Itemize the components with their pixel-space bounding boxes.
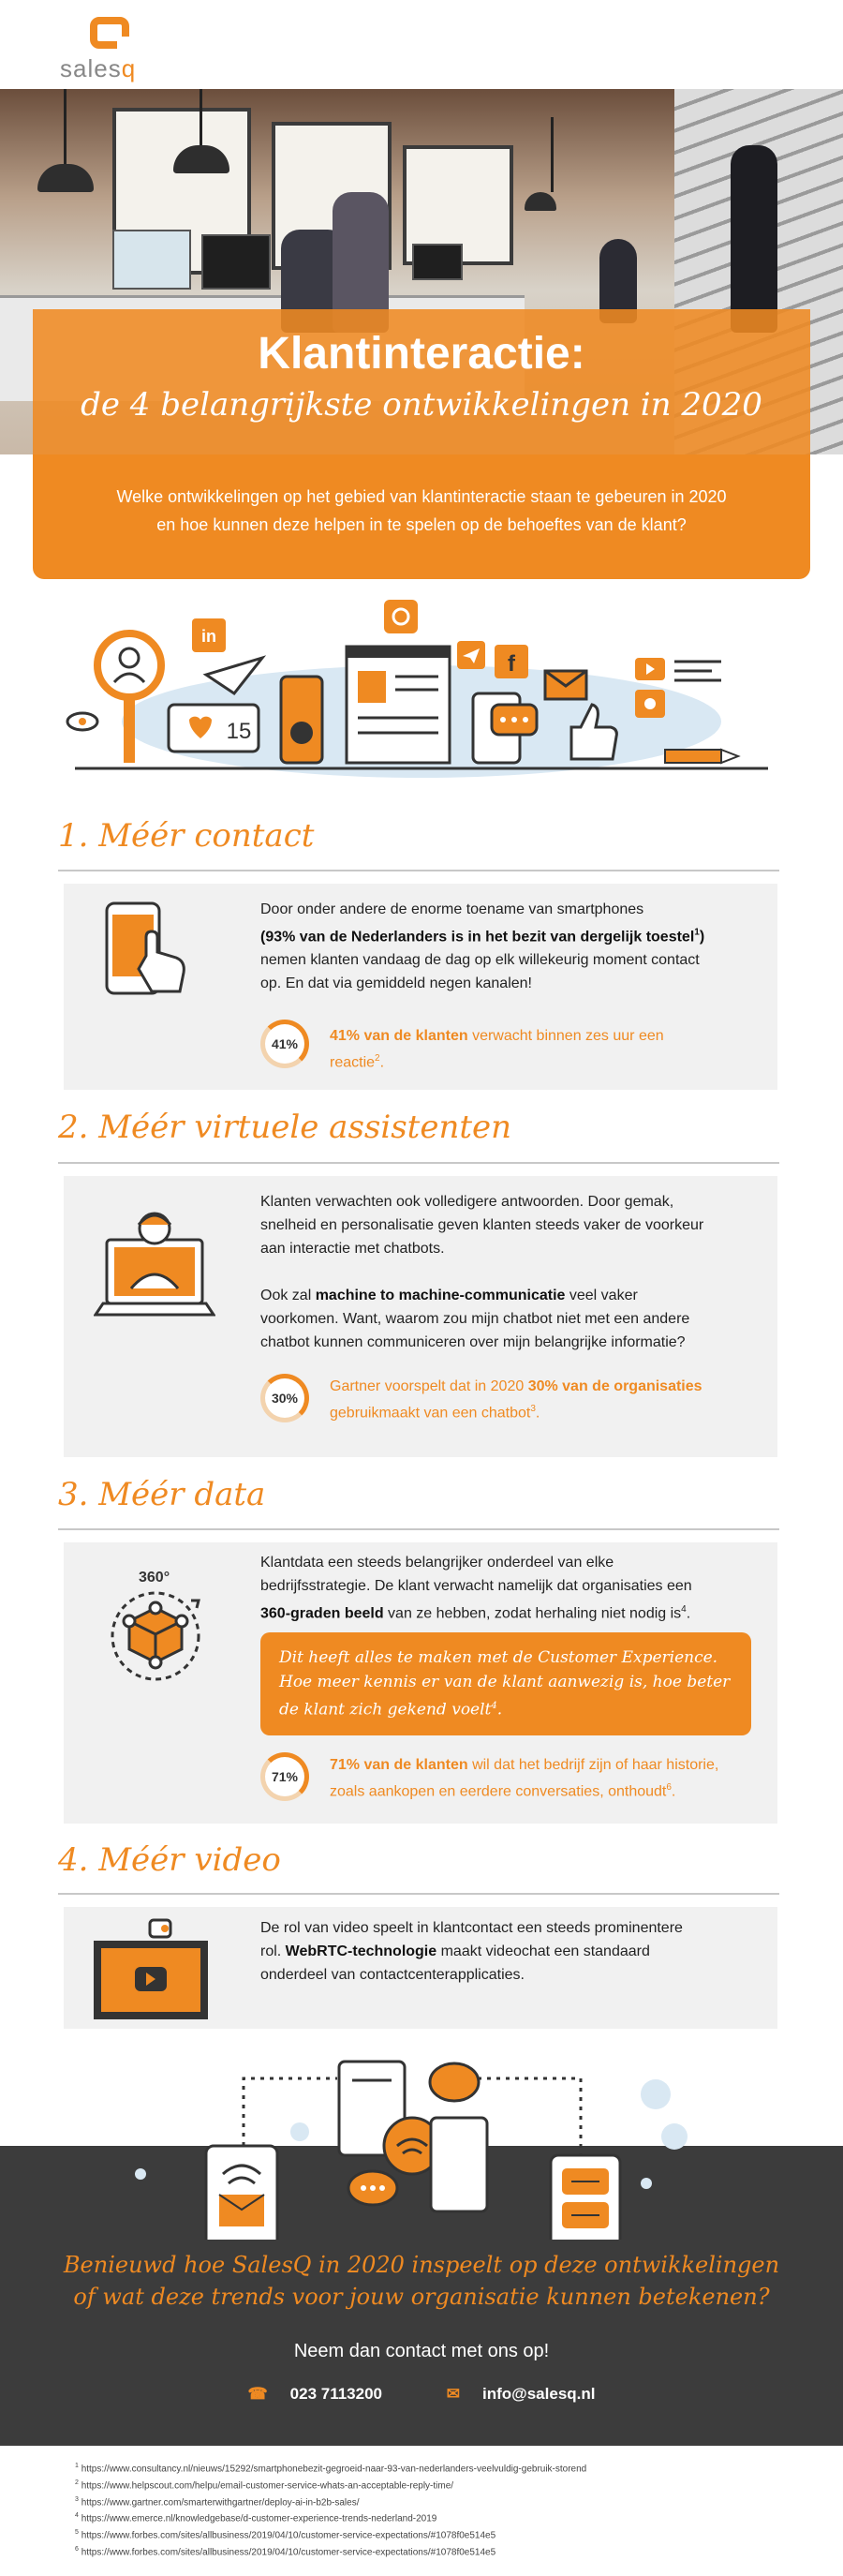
email-link[interactable]: ✉ info@salesq.nl [446, 2385, 596, 2403]
speech-bubble-icon [430, 2063, 479, 2101]
chat-dots-icon [348, 2171, 397, 2205]
salesq-logo: salesq [56, 17, 178, 82]
footnote[interactable]: $^4$ https://www.emerce.nl/knowledgebase/d-customer-experience-trends-nederland-2019 [75, 2512, 437, 2524]
laptop-assistant-icon [94, 1204, 215, 1331]
section-3-title: 3. Méér data [58, 1476, 266, 1513]
footnote[interactable]: $^1$ https://www.consultancy.nl/nieuws/15292/smartphonebezit-gegroeid-naar-93-van-nederlanders-veelvuldig-gebruik-storend [75, 2463, 587, 2475]
section-1-title: 1. Méér contact [58, 817, 315, 855]
hero-title: Klantinteractie: [258, 329, 585, 379]
cta-text: Benieuwd hoe SalesQ in 2020 inspeelt op deze ontwikkelingen of wat deze trends voor jouw organisatie kunnen betekenen? [63, 2252, 780, 2310]
footnote[interactable]: $^5$ https://www.forbes.com/sites/allbusiness/2019/04/10/customer-service-expectations/#1078f0e514e5 [75, 2529, 496, 2541]
section-2-stat: Gartner voorspelt dat in 2020 30% van de organisaties gebruikmaakt van een chatbot$^3$. [330, 1378, 702, 1422]
twitter-icon [635, 690, 665, 718]
logo-mark-icon [90, 17, 129, 49]
profile-window-icon [347, 647, 450, 763]
channels-illustration [66, 600, 777, 787]
facebook-icon [495, 645, 528, 678]
svg-text:f: f [508, 651, 515, 677]
360-label: 360° [139, 1570, 170, 1586]
360-cube-icon [101, 1584, 214, 1687]
cta-contact-line: Neem dan contact met ons op! [293, 2341, 550, 2361]
eye-icon [67, 713, 97, 730]
whatsapp-phone-icon [281, 677, 322, 763]
stat-ring-71: 71% [260, 1752, 309, 1801]
phone-icon: ☎ [247, 2385, 268, 2403]
telegram-icon [457, 641, 485, 669]
section-4-title: 4. Méér video [58, 1841, 281, 1879]
youtube-icon [635, 658, 665, 680]
linkedin-icon [192, 618, 226, 652]
section-1-body: Door onder andere de enorme toename van smartphones (93% van de Nederlanders is in het bezit van dergelijk toestel$^1$) nemen klanten vandaag de dag op elk willekeurig moment contact op. En dat via gemiddeld negen kanalen! [260, 901, 705, 992]
footnotes [75, 2460, 787, 2560]
video-screen-icon [90, 1916, 212, 2021]
svg-text:15: 15 [226, 719, 252, 744]
message-phone-icon [551, 2155, 620, 2240]
contact-row [0, 2385, 843, 2404]
svg-text:in: in [201, 627, 216, 646]
instagram-icon [384, 600, 418, 633]
devices-illustration [0, 2043, 843, 2240]
section-1-stat: 41% van de klanten verwacht binnen zes uur een reactie$^2$. [330, 1028, 664, 1071]
hero-subtitle: de 4 belangrijkste ontwikkelingen in 2020 [81, 386, 762, 424]
section-3-stat: 71% van de klanten wil dat het bedrijf zijn of haar historie, zoals aankopen en eerdere conversaties, onthoudt$^6$. [330, 1757, 719, 1800]
envelope-icon: ✉ [446, 2385, 460, 2403]
mail-icon [545, 671, 586, 699]
section-3-body: Klantdata een steeds belangrijker onderdeel van elke bedrijfsstrategie. De klant verwacht namelijk dat organisaties een 360-graden beeld van ze hebben, zodat herhaling niet nodig $is^4$. [260, 1555, 692, 1622]
stat-ring-30: 30% [260, 1374, 309, 1422]
intro-text: Welke ontwikkelingen op het gebied van klantinteractie staan te gebeuren in 2020 en hoe kunnen deze helpen in te spelen op de behoeftes van de klant? [116, 487, 727, 534]
section-4-body: De rol van video speelt in klantcontact een steeds prominentere rol. WebRTC-technologie maakt videochat een standaard onderdeel van contactcenterapplicaties. [260, 1920, 683, 1983]
section-2-body: Klanten verwachten ook volledigere antwoorden. Door gemak, snelheid en personalisatie geven klanten steeds vaker de voorkeur aan interactie met chatbots. Ook zal machine to machine-communicatie veel vaker voorkomen. Want, waarom zou mijn chatbot niet met een andere chatbot kunnen communiceren over mijn belangrijke informatie? [260, 1194, 704, 1350]
stat-ring-41: 41% [260, 1020, 309, 1068]
footnote[interactable]: $^2$ https://www.helpscout.com/helpu/email-customer-service-whats-an-acceptable-reply-time/ [75, 2479, 454, 2492]
footnote[interactable]: $^6$ https://www.forbes.com/sites/allbusiness/2019/04/10/customer-service-expectations/#1078f0e514e5 [75, 2546, 496, 2558]
customer-experience-quote: Dit heeft alles te maken met de Customer Experience. Hoe meer kennis er van de klant aanwezig is, hoe beter de klant zich gekend voelt$^4$. [260, 1632, 751, 1735]
like-counter-icon [169, 705, 259, 752]
phone-icon [431, 2118, 487, 2211]
footnote[interactable]: $^3$ https://www.gartner.com/smarterwithgartner/deploy-ai-in-b2b-sales/ [75, 2495, 360, 2508]
phone-link[interactable]: ☎ 023 7113200 [247, 2385, 383, 2403]
smartphone-touch-icon [101, 900, 195, 1003]
pencil-icon [665, 750, 738, 763]
wifi-phone-icon [206, 2146, 277, 2240]
section-2-title: 2. Méér virtuele assistenten [58, 1109, 512, 1146]
